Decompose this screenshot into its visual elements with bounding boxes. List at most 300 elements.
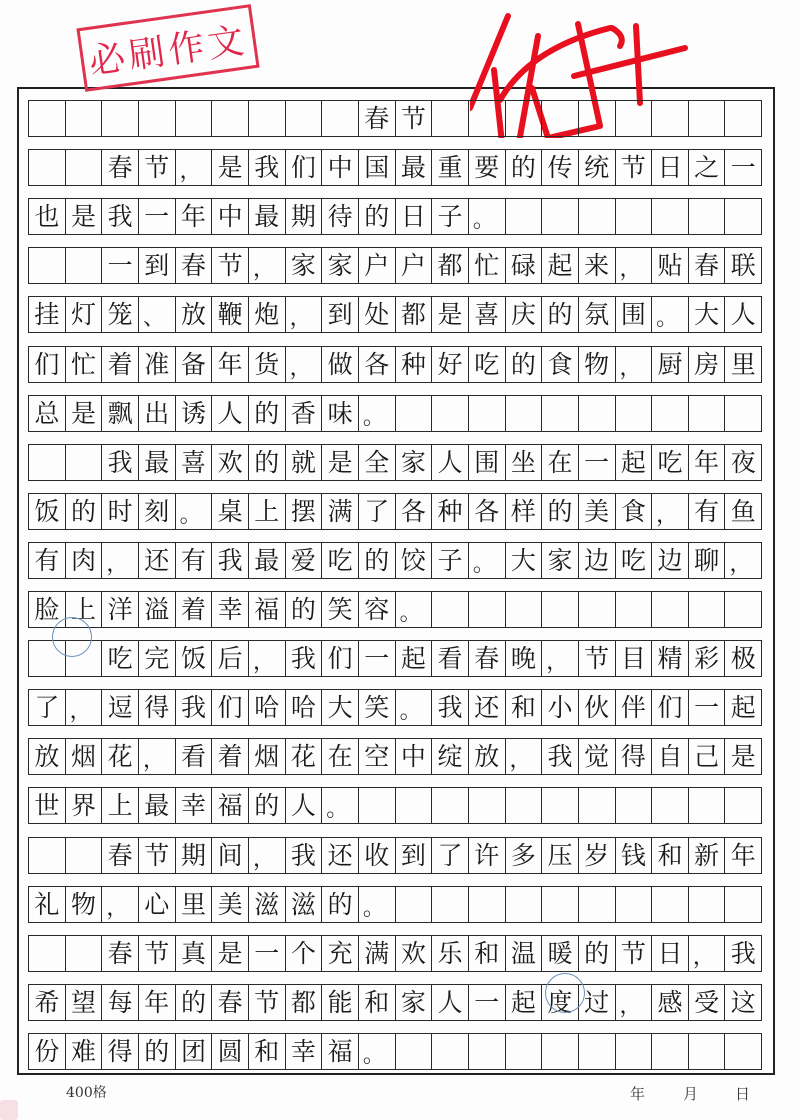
grid-cell-char: 的 xyxy=(542,494,579,529)
blue-circle-mark xyxy=(545,973,585,1013)
grid-cell-empty xyxy=(432,396,469,431)
grid-cell-char: 们 xyxy=(29,347,66,382)
grid-cell-empty xyxy=(432,887,469,922)
grid-cell-char: 样 xyxy=(506,494,543,529)
grid-cell-empty xyxy=(469,396,506,431)
grid-cell-char: 年 xyxy=(176,199,213,234)
grid-cell-char: 起 xyxy=(396,641,433,676)
grid-cell-char: 幸 xyxy=(212,592,249,627)
grid-cell-char: 容 xyxy=(359,592,396,627)
grid-cell-char: 福 xyxy=(322,1034,359,1069)
grid-cell-char: 忙 xyxy=(66,347,103,382)
grid-cell-char: 是 xyxy=(212,150,249,185)
grid-cell-empty xyxy=(66,936,103,971)
grid-cell-char: 一 xyxy=(102,248,139,283)
grid-cell-empty xyxy=(102,101,139,136)
grid-cell-char: 上 xyxy=(249,494,286,529)
grid-cell-char: 节 xyxy=(616,936,653,971)
grid-cell-char: 日 xyxy=(396,199,433,234)
grid-cell-char: 钱 xyxy=(616,838,653,873)
grid-cell-char: 子 xyxy=(432,543,469,578)
grid-cell-char: 物 xyxy=(66,887,103,922)
grid-cell-char: ， xyxy=(249,248,286,283)
grid-cell-empty xyxy=(396,887,433,922)
grid-cell-char: 年 xyxy=(725,838,762,873)
grid-cell-char: 滋 xyxy=(249,887,286,922)
grid-cell-char: 最 xyxy=(249,199,286,234)
grid-cell-char: 夜 xyxy=(725,445,762,480)
grid-cell-char: 一 xyxy=(139,199,176,234)
grid-cell-char: 鱼 xyxy=(725,494,762,529)
grid-cell-char: 节 xyxy=(616,150,653,185)
grid-cell-char: 美 xyxy=(212,887,249,922)
grid-cell-char: 度 xyxy=(542,985,579,1020)
grid-cell-char: 伙 xyxy=(579,690,616,725)
pink-smudge xyxy=(0,1100,18,1120)
grid-cell-char: 得 xyxy=(139,690,176,725)
grid-cell-char: 和 xyxy=(359,985,396,1020)
grid-cell-char: 是 xyxy=(66,396,103,431)
essay-row xyxy=(28,247,762,284)
grid-cell-char: 起 xyxy=(616,445,653,480)
essay-row xyxy=(28,296,762,333)
grid-cell-char: 笼 xyxy=(102,297,139,332)
title-row xyxy=(28,100,762,137)
grid-cell-empty xyxy=(689,788,726,823)
grid-cell-char: 笑 xyxy=(359,690,396,725)
grid-cell-char: 饺 xyxy=(396,543,433,578)
grid-cell-empty xyxy=(139,101,176,136)
grid-cell-char: 出 xyxy=(139,396,176,431)
grid-cell-empty xyxy=(469,592,506,627)
grid-cell-char: 吃 xyxy=(469,347,506,382)
grid-cell-char: 庆 xyxy=(506,297,543,332)
grid-cell-char: 到 xyxy=(322,297,359,332)
grid-cell-char: 各 xyxy=(396,494,433,529)
grid-cell-char: 溢 xyxy=(139,592,176,627)
grid-cell-char: 欢 xyxy=(212,445,249,480)
grid-cell-char: 日 xyxy=(652,936,689,971)
essay-row xyxy=(28,935,762,972)
grid-cell-empty xyxy=(506,1034,543,1069)
grid-cell-char: 望 xyxy=(66,985,103,1020)
grid-cell-char: 。 xyxy=(469,199,506,234)
grid-cell-char: 里 xyxy=(176,887,213,922)
grid-cell-char: 我 xyxy=(286,838,323,873)
essay-row xyxy=(28,984,762,1021)
grid-cell-char: 贴 xyxy=(652,248,689,283)
grid-cell-char: 脸 xyxy=(29,592,66,627)
grid-cell-char: 放 xyxy=(29,739,66,774)
essay-row xyxy=(28,1033,762,1070)
grid-cell-empty xyxy=(469,788,506,823)
grid-cell-empty xyxy=(652,101,689,136)
grid-cell-empty xyxy=(689,887,726,922)
grid-cell-char: 人 xyxy=(432,445,469,480)
grid-cell-empty xyxy=(579,1034,616,1069)
grid-cell-char: 忙 xyxy=(469,248,506,283)
grid-cell-empty xyxy=(66,101,103,136)
essay-row xyxy=(28,198,762,235)
grid-cell-char: 房 xyxy=(689,347,726,382)
grid-cell-char: 吃 xyxy=(616,543,653,578)
grid-cell-char: 有 xyxy=(29,543,66,578)
grid-cell-char: 自 xyxy=(652,739,689,774)
grid-cell-char: 和 xyxy=(469,936,506,971)
grid-cell-char: 放 xyxy=(469,739,506,774)
grid-cell-char: 我 xyxy=(286,641,323,676)
grid-cell-char: 人 xyxy=(212,396,249,431)
grid-cell-char: 备 xyxy=(176,347,213,382)
grid-cell-char: 小 xyxy=(542,690,579,725)
grid-cell-char: 围 xyxy=(469,445,506,480)
grid-cell-char: 各 xyxy=(359,347,396,382)
stamp-bishua-zuowen xyxy=(76,4,259,92)
grid-cell-empty xyxy=(29,248,66,283)
grid-cell-char: 人 xyxy=(432,985,469,1020)
grid-cell-char: 总 xyxy=(29,396,66,431)
grid-cell-char: 家 xyxy=(322,248,359,283)
grid-cell-char: 传 xyxy=(542,150,579,185)
grid-cell-empty xyxy=(29,936,66,971)
grid-cell-char: 年 xyxy=(139,985,176,1020)
grid-cell-char: 温 xyxy=(506,936,543,971)
grid-cell-char: 春 xyxy=(102,936,139,971)
grid-cell-empty xyxy=(542,1034,579,1069)
grid-cell-empty xyxy=(506,396,543,431)
grid-cell-char: 刻 xyxy=(139,494,176,529)
grid-cell-char: 是 xyxy=(212,936,249,971)
grid-cell-char: 着 xyxy=(102,347,139,382)
grid-cell-char: 期 xyxy=(286,199,323,234)
grid-cell-char: ， xyxy=(616,347,653,382)
grid-cell-char: 压 xyxy=(542,838,579,873)
grid-cell-empty xyxy=(506,199,543,234)
grid-cell-char: 个 xyxy=(286,936,323,971)
grid-cell-char: 礼 xyxy=(29,887,66,922)
grid-cell-empty xyxy=(616,788,653,823)
grid-cell-empty xyxy=(29,101,66,136)
grid-cell-char: 们 xyxy=(286,150,323,185)
grid-cell-char: 中 xyxy=(396,739,433,774)
grid-cell-char: 都 xyxy=(396,297,433,332)
grid-cell-empty xyxy=(616,592,653,627)
grid-cell-char: 里 xyxy=(725,347,762,382)
grid-cell-char: 的 xyxy=(139,1034,176,1069)
grid-cell-char: 家 xyxy=(396,445,433,480)
grid-cell-char: 满 xyxy=(359,936,396,971)
grid-cell-char: 充 xyxy=(322,936,359,971)
essay-row xyxy=(28,738,762,775)
grid-cell-char: 吃 xyxy=(322,543,359,578)
grid-cell-char: 花 xyxy=(102,739,139,774)
grid-cell-char: 炮 xyxy=(249,297,286,332)
grid-cell-char: 了 xyxy=(359,494,396,529)
grid-cell-char: 着 xyxy=(176,592,213,627)
grid-cell-char: 飘 xyxy=(102,396,139,431)
grid-cell-char: 这 xyxy=(725,985,762,1020)
grid-cell-char: 也 xyxy=(29,199,66,234)
grid-cell-empty xyxy=(506,592,543,627)
grid-cell-char: 家 xyxy=(542,543,579,578)
grid-count-label: 400格 xyxy=(66,1085,107,1101)
grid-cell-char: 世 xyxy=(29,788,66,823)
grid-cell-char: 我 xyxy=(102,199,139,234)
essay-row xyxy=(28,837,762,874)
grid-cell-empty xyxy=(725,592,762,627)
grid-cell-char: 聊 xyxy=(689,543,726,578)
grid-cell-char: 在 xyxy=(322,739,359,774)
grid-cell-char: 哈 xyxy=(286,690,323,725)
grid-cell-empty xyxy=(725,788,762,823)
essay-row xyxy=(28,395,762,432)
grid-cell-char: 得 xyxy=(616,739,653,774)
essay-row xyxy=(28,149,762,186)
grid-cell-empty xyxy=(249,101,286,136)
grid-cell-char: 希 xyxy=(29,985,66,1020)
grid-cell-char: 上 xyxy=(102,788,139,823)
grid-cell-char: 绽 xyxy=(432,739,469,774)
grid-cell-char: 空 xyxy=(359,739,396,774)
grid-cell-char: 吃 xyxy=(102,641,139,676)
grid-cell-empty xyxy=(616,101,653,136)
day-label: 日 xyxy=(735,1085,751,1103)
grid-cell-empty xyxy=(66,445,103,480)
grid-cell-empty xyxy=(689,1034,726,1069)
grid-cell-empty xyxy=(469,101,506,136)
grid-cell-char: 爱 xyxy=(286,543,323,578)
grid-cell-char: 哈 xyxy=(249,690,286,725)
grid-cell-char: 准 xyxy=(139,347,176,382)
grid-cell-char: 们 xyxy=(652,690,689,725)
grid-cell-char: 最 xyxy=(396,150,433,185)
grid-cell-char: 食 xyxy=(542,347,579,382)
grid-cell-char: 和 xyxy=(652,838,689,873)
grid-cell-char: 暖 xyxy=(542,936,579,971)
grid-cell-empty xyxy=(542,592,579,627)
essay-row xyxy=(28,542,762,579)
grid-cell-empty xyxy=(616,396,653,431)
grid-cell-char: 的 xyxy=(506,150,543,185)
grid-cell-char: 极 xyxy=(725,641,762,676)
grid-cell-char: 要 xyxy=(469,150,506,185)
grid-cell-char: 起 xyxy=(506,985,543,1020)
grid-cell-char: 我 xyxy=(432,690,469,725)
grid-cell-char: 鞭 xyxy=(212,297,249,332)
grid-cell-empty xyxy=(322,101,359,136)
grid-cell-char: 我 xyxy=(249,150,286,185)
grid-cell-char: 还 xyxy=(322,838,359,873)
grid-cell-char: 后 xyxy=(212,641,249,676)
essay-row xyxy=(28,591,762,628)
grid-cell-char: 看 xyxy=(432,641,469,676)
grid-cell-char: 还 xyxy=(139,543,176,578)
grid-cell-char: 春 xyxy=(359,101,396,136)
grid-cell-char: 和 xyxy=(249,1034,286,1069)
grid-cell-char: 。 xyxy=(359,396,396,431)
grid-cell-char: 节 xyxy=(212,248,249,283)
grid-cell-char: 的 xyxy=(542,297,579,332)
grid-cell-char: 春 xyxy=(689,248,726,283)
grid-cell-char: 看 xyxy=(176,739,213,774)
grid-cell-char: 厨 xyxy=(652,347,689,382)
month-label: 月 xyxy=(683,1085,699,1103)
grid-cell-char: 吃 xyxy=(652,445,689,480)
grid-cell-char: 摆 xyxy=(286,494,323,529)
grid-cell-char: 种 xyxy=(396,347,433,382)
grid-cell-char: 节 xyxy=(139,838,176,873)
grid-cell-char: 诱 xyxy=(176,396,213,431)
grid-cell-char: ， xyxy=(286,297,323,332)
grid-cell-char: 年 xyxy=(212,347,249,382)
grid-cell-char: 们 xyxy=(212,690,249,725)
grid-cell-char: 喜 xyxy=(176,445,213,480)
grid-cell-char: 美 xyxy=(579,494,616,529)
grid-cell-char: 处 xyxy=(359,297,396,332)
grid-cell-char: 。 xyxy=(652,297,689,332)
grid-cell-char: 边 xyxy=(652,543,689,578)
grid-cell-empty xyxy=(652,788,689,823)
grid-cell-char: 福 xyxy=(212,788,249,823)
grid-cell-char: 货 xyxy=(249,347,286,382)
grid-cell-empty xyxy=(506,788,543,823)
grid-cell-empty xyxy=(579,887,616,922)
grid-cell-char: 春 xyxy=(176,248,213,283)
grid-cell-char: ， xyxy=(102,543,139,578)
essay-row xyxy=(28,346,762,383)
blue-circle-mark xyxy=(52,617,92,657)
grid-cell-empty xyxy=(469,1034,506,1069)
grid-cell-char: 起 xyxy=(542,248,579,283)
grid-cell-char: 一 xyxy=(359,641,396,676)
grid-cell-char: ， xyxy=(616,985,653,1020)
stamp-text: 必刷作文 xyxy=(86,19,251,83)
grid-cell-char: 心 xyxy=(139,887,176,922)
grid-cell-char: 圆 xyxy=(212,1034,249,1069)
grid-cell-char: ， xyxy=(66,690,103,725)
grid-cell-empty xyxy=(432,592,469,627)
essay-row xyxy=(28,787,762,824)
grid-cell-char: 碌 xyxy=(506,248,543,283)
grid-cell-char: 彩 xyxy=(689,641,726,676)
grid-cell-char: 日 xyxy=(652,150,689,185)
grid-cell-char: 坐 xyxy=(506,445,543,480)
grid-cell-char: 节 xyxy=(579,641,616,676)
grid-cell-char: 份 xyxy=(29,1034,66,1069)
grid-cell-char: 都 xyxy=(286,985,323,1020)
grid-cell-empty xyxy=(542,396,579,431)
grid-cell-char: 满 xyxy=(322,494,359,529)
grid-cell-char: 时 xyxy=(102,494,139,529)
grid-cell-char: 我 xyxy=(725,936,762,971)
grid-cell-char: 人 xyxy=(725,297,762,332)
grid-cell-empty xyxy=(29,150,66,185)
essay-row xyxy=(28,493,762,530)
grid-cell-empty xyxy=(579,592,616,627)
grid-cell-empty xyxy=(506,887,543,922)
grid-cell-empty xyxy=(616,1034,653,1069)
grid-cell-char: 节 xyxy=(139,936,176,971)
grid-cell-char: 收 xyxy=(359,838,396,873)
grid-cell-char: 晚 xyxy=(506,641,543,676)
grid-cell-empty xyxy=(725,396,762,431)
grid-cell-char: 的 xyxy=(249,788,286,823)
grid-cell-empty xyxy=(176,101,213,136)
grid-cell-char: 上 xyxy=(66,592,103,627)
grid-cell-empty xyxy=(396,396,433,431)
grid-cell-empty xyxy=(469,887,506,922)
grid-cell-empty xyxy=(432,1034,469,1069)
grid-cell-empty xyxy=(212,101,249,136)
grid-cell-empty xyxy=(542,101,579,136)
grid-cell-char: ， xyxy=(542,641,579,676)
grid-cell-char: 我 xyxy=(176,690,213,725)
grid-cell-char: 们 xyxy=(322,641,359,676)
grid-cell-char: ， xyxy=(249,838,286,873)
grid-cell-char: 最 xyxy=(249,543,286,578)
grid-cell-char: 间 xyxy=(212,838,249,873)
grid-cell-char: 过 xyxy=(579,985,616,1020)
grid-cell-char: 。 xyxy=(359,887,396,922)
grid-cell-empty xyxy=(652,396,689,431)
grid-cell-char: 重 xyxy=(432,150,469,185)
grid-cell-char: 幸 xyxy=(176,788,213,823)
grid-cell-char: 挂 xyxy=(29,297,66,332)
grid-cell-char: 肉 xyxy=(66,543,103,578)
grid-cell-char: 伴 xyxy=(616,690,653,725)
grid-cell-empty xyxy=(396,1034,433,1069)
grid-cell-char: 放 xyxy=(176,297,213,332)
grid-cell-char: 的 xyxy=(322,887,359,922)
grid-cell-char: 到 xyxy=(396,838,433,873)
grid-cell-empty xyxy=(396,788,433,823)
grid-cell-char: 一 xyxy=(689,690,726,725)
grid-cell-empty xyxy=(542,887,579,922)
grid-cell-char: ， xyxy=(176,150,213,185)
grid-cell-empty xyxy=(506,101,543,136)
grid-cell-char: ， xyxy=(102,887,139,922)
grid-cell-char: 。 xyxy=(396,690,433,725)
grid-cell-empty xyxy=(359,788,396,823)
grid-cell-empty xyxy=(616,199,653,234)
grid-cell-char: 有 xyxy=(176,543,213,578)
grid-cell-char: 氛 xyxy=(579,297,616,332)
grid-cell-char: 。 xyxy=(322,788,359,823)
grid-cell-char: 饭 xyxy=(176,641,213,676)
grid-cell-empty xyxy=(652,592,689,627)
grid-cell-char: 着 xyxy=(212,739,249,774)
grid-cell-char: 的 xyxy=(176,985,213,1020)
grid-cell-char: 围 xyxy=(616,297,653,332)
grid-cell-char: 。 xyxy=(469,543,506,578)
grid-cell-char: 全 xyxy=(359,445,396,480)
grid-cell-empty xyxy=(689,396,726,431)
grid-cell-empty xyxy=(689,101,726,136)
year-label: 年 xyxy=(630,1085,646,1103)
grid-cell-char: 受 xyxy=(689,985,726,1020)
grid-cell-char: 各 xyxy=(469,494,506,529)
grid-cell-char: 国 xyxy=(359,150,396,185)
grid-cell-char: ， xyxy=(652,494,689,529)
grid-cell-char: 。 xyxy=(359,1034,396,1069)
grid-cell-char: 新 xyxy=(689,838,726,873)
grid-cell-char: 能 xyxy=(322,985,359,1020)
grid-cell-empty xyxy=(29,445,66,480)
grid-cell-char: 统 xyxy=(579,150,616,185)
grid-cell-empty xyxy=(652,1034,689,1069)
grid-cell-char: 欢 xyxy=(396,936,433,971)
grid-cell-char: 是 xyxy=(432,297,469,332)
